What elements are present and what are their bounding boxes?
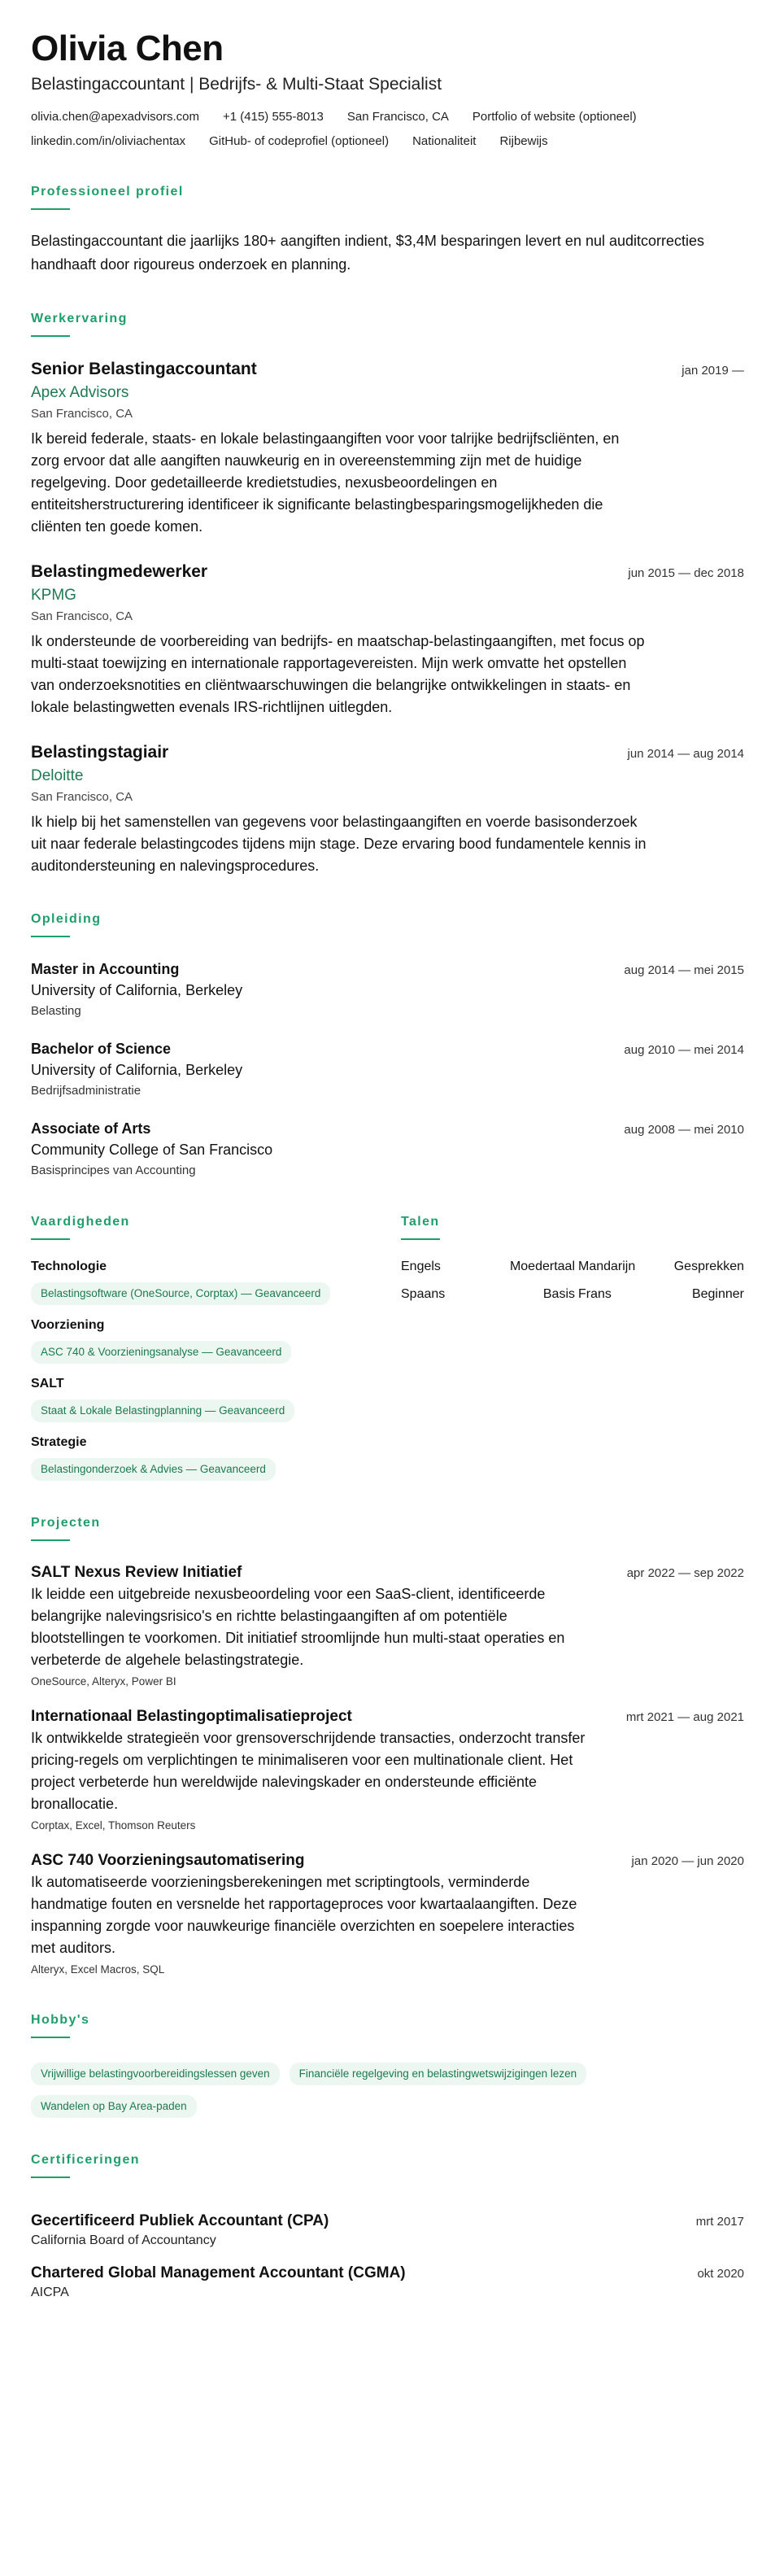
section-divider	[31, 936, 70, 937]
section-divider	[31, 335, 70, 337]
languages-section	[401, 1214, 744, 1481]
language-row	[401, 1258, 744, 1276]
hobby-list	[31, 2056, 730, 2118]
company-name: KPMG	[31, 587, 76, 604]
project-dates: mrt 2021 — aug 2021	[625, 1710, 744, 1724]
language-name: Spaans	[401, 1287, 446, 1301]
project-dates: jan 2020 — jun 2020	[631, 1854, 744, 1868]
projects-section	[31, 1515, 744, 1978]
job-location: San Francisco, CA	[31, 790, 133, 804]
language-level: Gesprekken	[673, 1260, 744, 1273]
resume-header	[31, 28, 744, 150]
language-name: Mandarijn	[578, 1260, 636, 1273]
contact-location: San Francisco, CA	[346, 110, 449, 124]
job-title: Belastingmedewerker	[31, 562, 208, 581]
experience-item	[31, 561, 744, 718]
section-title: Professioneel profiel	[31, 185, 184, 199]
languages-table	[401, 1258, 744, 1303]
hobby-chip: Financiële regelgeving en belastingwetswijzigingen lezen	[290, 2063, 586, 2085]
section-title: Werkervaring	[31, 312, 128, 325]
certification-item	[31, 2211, 744, 2250]
study-field: Bedrijfsadministratie	[31, 1084, 142, 1098]
project-description: Ik automatiseerde voorzieningsberekeningen met scriptingtools, verminderde handmatige fouten en versnelde het rapportageproces voor kwartaalaangiften. Deze inspanning zorgde voor nauwkeurige financiële overzichten en soepelere interacties met auditors.	[31, 1874, 577, 1956]
experience-item	[31, 741, 744, 877]
project-name: ASC 740 Voorzieningsautomatisering	[31, 1852, 305, 1869]
contact-list	[31, 109, 730, 150]
section-title: Vaardigheden	[31, 1215, 130, 1229]
project-name: Internationaal Belastingoptimalisatieproject	[31, 1708, 352, 1725]
project-item	[31, 1850, 744, 1978]
education-dates: aug 2010 — mei 2014	[624, 1043, 744, 1057]
project-item	[31, 1562, 744, 1690]
project-tools: Corptax, Excel, Thomson Reuters	[31, 1819, 196, 1832]
section-title: Opleiding	[31, 912, 102, 926]
project-tools: Alteryx, Excel Macros, SQL	[31, 1963, 165, 1976]
company-name: Apex Advisors	[31, 384, 129, 401]
job-description: Ik ondersteunde de voorbereiding van bedrijfs- en maatschap-belastingaangiften, met focus op multi-staat toewijzing en internationale rapportagevereisten. Mijn werk omvatte het opstellen van onderzoeksnotities en cliëntwaarschuwingen die belangrijke ontwikkelingen in staats- en lokale belastingwetten evenals IRS-richtlijnen uitlegden.	[31, 633, 645, 715]
job-title: Senior Belastingaccountant	[31, 360, 257, 378]
section-divider	[31, 2177, 70, 2178]
skills-section	[31, 1214, 401, 1481]
hobbies-section	[31, 2012, 744, 2118]
degree-title: Associate of Arts	[31, 1120, 151, 1137]
skills-languages-row	[31, 1214, 744, 1481]
skill-chip: ASC 740 & Voorzieningsanalyse — Geavanceerd	[31, 1341, 291, 1364]
skill-group	[31, 1434, 401, 1481]
education-item	[31, 1118, 744, 1180]
hobby-chip: Wandelen op Bay Area-paden	[31, 2095, 197, 2118]
certification-date: mrt 2017	[695, 2215, 744, 2229]
contact-phone[interactable]: +1 (415) 555-8013	[223, 110, 324, 124]
company-name: Deloitte	[31, 767, 84, 784]
education-dates: aug 2008 — mei 2010	[624, 1123, 744, 1137]
school-name: University of California, Berkeley	[31, 982, 243, 998]
education-section	[31, 911, 744, 1180]
contact-email[interactable]: olivia.chen@apexadvisors.com	[31, 110, 199, 124]
section-title: Certificeringen	[31, 2153, 140, 2167]
certification-name: Chartered Global Management Accountant (CGMA)	[31, 2264, 406, 2281]
job-location: San Francisco, CA	[31, 609, 133, 623]
certification-issuer: AICPA	[31, 2286, 69, 2299]
hobby-chip: Vrijwillige belastingvoorbereidingslessen geven	[31, 2063, 280, 2085]
job-title: Belastingstagiair	[31, 743, 169, 762]
study-field: Basisprincipes van Accounting	[31, 1164, 196, 1177]
skill-chip: Staat & Lokale Belastingplanning — Geavanceerd	[31, 1399, 294, 1422]
degree-title: Master in Accounting	[31, 961, 180, 977]
project-description: Ik leidde een uitgebreide nexusbeoordeling voor een SaaS-client, identificeerde belangrijke nalevingsrisico's en richtte belastingaangiften af om potentiële blootstellingen te voorkomen. Dit initiatief stroomlijnde hun multi-staat operaties en verbeterde de algehele belastingstrategie.	[31, 1586, 565, 1668]
section-divider	[31, 2037, 70, 2038]
job-location: San Francisco, CA	[31, 407, 133, 421]
education-item	[31, 1038, 744, 1100]
certification-name: Gecertificeerd Publiek Accountant (CPA)	[31, 2212, 329, 2229]
project-tools: OneSource, Alteryx, Power BI	[31, 1675, 176, 1687]
degree-title: Bachelor of Science	[31, 1041, 172, 1057]
certifications-section	[31, 2152, 744, 2302]
certification-item	[31, 2263, 744, 2302]
project-item	[31, 1706, 744, 1834]
section-title: Projecten	[31, 1516, 101, 1530]
education-dates: aug 2014 — mei 2015	[624, 963, 744, 977]
skill-category: Voorziening	[31, 1318, 105, 1332]
section-divider	[31, 1539, 70, 1541]
job-description: Ik bereid federale, staats- en lokale belastingaangiften voor voor talrijke bedrijfscliënten, en zorg ervoor dat alle aangiften nauwkeurig en in overeenstemming zijn met de huidige regelgeving. Door gedetailleerde kredietstudies, nexusbeoordelingen en entiteitsherstructurering identificeer ik significante belastingbesparingsmogelijkheden die cliënten ten goede komen.	[31, 430, 620, 535]
project-description: Ik ontwikkelde strategieën voor grensoverschrijdende transacties, onderzocht transfer pricing-regels om verplichtingen te minimaliseren voor een multinationale client. Het project verbeterde hun wereldwijde nalevingskader en ondersteunde efficiënte bronallocatie.	[31, 1730, 586, 1812]
skill-group	[31, 1258, 401, 1305]
profile-summary: Belastingaccountant die jaarlijks 180+ aangiften indient, $3,4M besparingen levert en nul auditcorrecties handhaaft door rigoureus onderzoek en planning.	[31, 233, 705, 273]
study-field: Belasting	[31, 1004, 81, 1018]
contact-nationality: Nationaliteit	[412, 134, 477, 148]
skill-category: Technologie	[31, 1260, 107, 1273]
school-name: University of California, Berkeley	[31, 1062, 243, 1078]
language-row	[401, 1286, 744, 1303]
skill-group	[31, 1316, 401, 1364]
experience-section	[31, 311, 744, 877]
job-dates: jan 2019 —	[681, 364, 744, 378]
contact-portfolio[interactable]: Portfolio of website (optioneel)	[472, 110, 637, 124]
language-name: Frans	[578, 1287, 612, 1301]
language-level: Basis	[542, 1287, 575, 1301]
language-level: Beginner	[691, 1287, 744, 1301]
project-name: SALT Nexus Review Initiatief	[31, 1564, 242, 1581]
section-title: Hobby's	[31, 2013, 90, 2027]
skill-chip: Belastingonderzoek & Advies — Geavanceerd	[31, 1458, 276, 1481]
candidate-headline: Belastingaccountant | Bedrijfs- & Multi-Staat Specialist	[31, 75, 442, 94]
section-divider	[31, 208, 70, 210]
skill-category: Strategie	[31, 1435, 87, 1449]
education-item	[31, 958, 744, 1020]
profile-section	[31, 184, 744, 277]
section-title: Talen	[401, 1215, 440, 1229]
skill-chip: Belastingsoftware (OneSource, Corptax) — Geavanceerd	[31, 1282, 330, 1305]
language-name: Engels	[401, 1260, 441, 1273]
skill-group	[31, 1375, 401, 1422]
skill-category: SALT	[31, 1377, 64, 1391]
section-divider	[401, 1238, 440, 1240]
contact-linkedin[interactable]: linkedin.com/in/oliviachentax	[31, 134, 186, 148]
certification-date: okt 2020	[697, 2267, 744, 2281]
job-dates: jun 2014 — aug 2014	[627, 747, 744, 761]
language-level: Moedertaal	[509, 1260, 575, 1273]
section-divider	[31, 1238, 70, 1240]
contact-github[interactable]: GitHub- of codeprofiel (optioneel)	[209, 134, 390, 148]
job-description: Ik hielp bij het samenstellen van gegevens voor belastingaangiften en voerde basisonderzoek uit naar federale belastingcodes tijdens mijn stage. Deze ervaring bood fundamentele kennis in auditondersteuning en nalevingsprocedures.	[31, 814, 647, 874]
experience-item	[31, 358, 744, 538]
contact-drivers-license: Rijbewijs	[499, 134, 548, 148]
school-name: Community College of San Francisco	[31, 1142, 273, 1158]
job-dates: jun 2015 — dec 2018	[628, 566, 744, 580]
candidate-name: Olivia Chen	[31, 28, 224, 68]
project-dates: apr 2022 — sep 2022	[626, 1566, 744, 1580]
certification-issuer: California Board of Accountancy	[31, 2233, 216, 2247]
